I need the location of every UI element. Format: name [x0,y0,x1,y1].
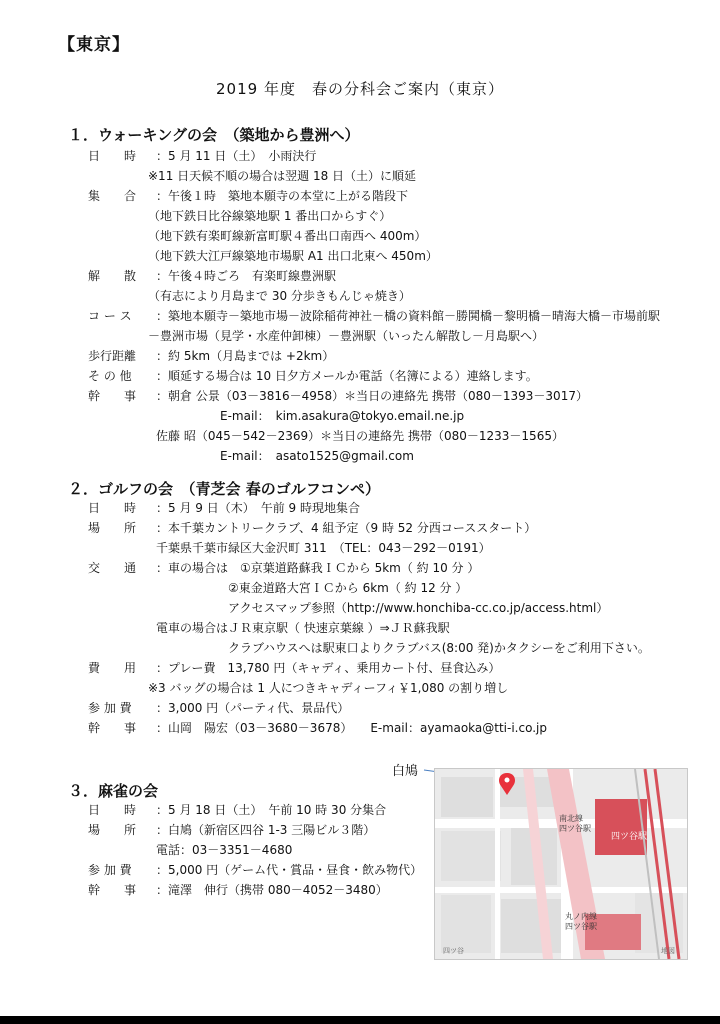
detail-line [88,658,650,678]
detail-line [88,558,650,578]
detail-line [88,800,422,820]
map-label-line-a: 南北線 [559,814,583,823]
detail-line [88,880,422,900]
detail-line [88,698,650,718]
detail-label: 日 時 [88,803,137,817]
detail-text: ：5 月 18 日（土） 午前 10 時 30 分集合 [156,803,387,817]
detail-text: （地下鉄大江戸線築地市場駅 A1 出口北東へ 450m） [148,249,438,263]
section-heading-mahjong: ３．麻雀の会 [68,782,159,800]
detail-text: ②東金道路大宮ＩＣから 6km（ 約 12 分 ） [228,581,468,595]
map-label-bottom-left: 四ツ谷 [443,947,464,955]
detail-line [88,820,422,840]
detail-text: ：午後１時 築地本願寺の本堂に上がる階段下 [156,189,409,203]
detail-line [88,446,660,466]
map-label-line-a-station: 四ツ谷駅 [559,824,591,833]
detail-text: ：5 月 11 日（土） 小雨決行 [156,149,317,163]
detail-label: 幹 事 [88,721,137,735]
detail-label: 費 用 [88,661,137,675]
detail-label: 解 散 [88,269,137,283]
detail-label: 場 所 [88,521,137,535]
detail-line [88,498,650,518]
detail-line [88,366,660,386]
detail-line [88,206,660,226]
section-heading-walking: １．ウォーキングの会 （築地から豊洲へ） [68,126,360,144]
detail-line [88,326,660,346]
map-graphic [435,769,687,959]
detail-line [88,386,660,406]
detail-text: ：白鳩（新宿区四谷 1-3 三陽ビル３階） [156,823,376,837]
detail-label: 幹 事 [88,883,137,897]
detail-text: ：築地本願寺－築地市場－波除稲荷神社－橋の資料館－勝鬨橋－黎明橋－晴海大橋－市場前駅 [156,309,661,323]
bottom-border [0,1016,720,1024]
detail-text: ：プレー費 13,780 円（キャディ、乗用カート付、昼食込み） [156,661,501,675]
detail-text: ：3,000 円（パーティ代、景品代） [156,701,350,715]
map-label-station: 四ツ谷駅 [611,832,648,842]
detail-text: ：午後４時ごろ 有楽町線豊洲駅 [156,269,337,283]
map-label-credit: 地図 [661,947,675,955]
detail-line [88,146,660,166]
detail-text: ：朝倉 公景（03－3816－4958）＊当日の連絡先 携帯（080－1393－3017） [156,389,588,403]
detail-text: ：約 5km（月島までは +2km） [156,349,335,363]
detail-text: E-mail： kim.asakura@tokyo.email.ne.jp [220,409,465,423]
detail-line [88,598,650,618]
detail-line [88,286,660,306]
detail-text: ：5,000 円（ゲーム代・賞品・昼食・飲み物代） [156,863,423,877]
detail-text: ：本千葉カントリークラブ、4 組予定（9 時 52 分西コーススタート） [156,521,537,535]
detail-text: 電車の場合はＪＲ東京駅（ 快速京葉線 ）⇒ＪＲ蘇我駅 [156,621,450,635]
detail-text: （地下鉄有楽町線新富町駅４番出口南西へ 400m） [148,229,427,243]
detail-label: 日 時 [88,149,137,163]
detail-line [88,518,650,538]
detail-line [88,186,660,206]
section-body-mahjong [88,800,422,900]
page-title: 2019 年度 春の分科会ご案内（東京） [216,80,504,98]
detail-text: 電話：03－3351－4680 [156,843,293,857]
detail-text: ：順延する場合は 10 日夕方メールか電話（名簿による）連絡します。 [156,369,538,383]
detail-text: ※11 日天候不順の場合は翌週 18 日（土）に順延 [148,169,417,183]
detail-text: ：山岡 陽宏（03－3680－3678） E-mail：ayamaoka@tti-i.co.jp [156,721,547,735]
detail-text: ：滝澤 伸行（携帯 080－4052－3480） [156,883,388,897]
detail-text: ：車の場合は ①京葉道路蘇我ＩＣから 5km（ 約 10 分 ） [156,561,480,575]
detail-text: （有志により月島まで 30 分歩きもんじゃ焼き） [148,289,411,303]
section-body-walking [88,146,660,466]
detail-line [88,578,650,598]
detail-text: アクセスマップ参照（http://www.honchiba-cc.co.jp/access.html） [228,601,609,615]
region-heading: 【東京】 [58,35,130,55]
detail-text: 千葉県千葉市緑区大金沢町 311 （TEL：043－292－0191） [156,541,491,555]
detail-text: －豊洲市場（見学・水産仲卸棟）－豊洲駅（いったん解散し－月島駅へ） [148,329,545,343]
detail-line [88,266,660,286]
detail-line [88,426,660,446]
map-label-line-b: 丸ノ内線 [565,912,597,921]
detail-text: ：5 月 9 日（木） 午前 9 時現地集合 [156,501,360,515]
detail-label: 集 合 [88,189,137,203]
detail-text: ※3 バッグの場合は 1 人につきキャディーフィ￥1,080 の割り増し [148,681,509,695]
detail-line [88,638,650,658]
detail-line [88,346,660,366]
detail-line [88,618,650,638]
detail-label: 交 通 [88,561,137,575]
detail-line [88,306,660,326]
section-heading-golf: ２．ゴルフの会 （青芝会 春のゴルフコンペ） [68,480,380,498]
detail-line [88,840,422,860]
detail-line [88,166,660,186]
map-label-line-b-station: 四ツ谷駅 [565,922,597,931]
detail-label: 参 加 費 [88,701,132,715]
location-map [434,768,688,960]
detail-line [88,860,422,880]
detail-label: コ ー ス [88,309,132,323]
detail-label: 日 時 [88,501,137,515]
detail-label: そ の 他 [88,369,132,383]
detail-line [88,678,650,698]
detail-label: 幹 事 [88,389,137,403]
detail-label: 歩行距離 [88,349,137,363]
detail-line [88,718,650,738]
detail-line [88,226,660,246]
detail-label: 参 加 費 [88,863,132,877]
section-body-golf [88,498,650,738]
detail-line [88,406,660,426]
detail-text: クラブハウスへは駅東口よりクラブバス(8:00 発)かタクシーをご利用下さい。 [228,641,650,655]
detail-line [88,538,650,558]
map-callout-label: 白鳩 [392,764,419,779]
detail-label: 場 所 [88,823,137,837]
detail-line [88,246,660,266]
detail-text: 佐藤 昭（045－542－2369）＊当日の連絡先 携帯（080－1233－1565） [156,429,564,443]
detail-text: （地下鉄日比谷線築地駅 1 番出口からすぐ） [148,209,392,223]
detail-text: E-mail： asato1525@gmail.com [220,449,414,463]
